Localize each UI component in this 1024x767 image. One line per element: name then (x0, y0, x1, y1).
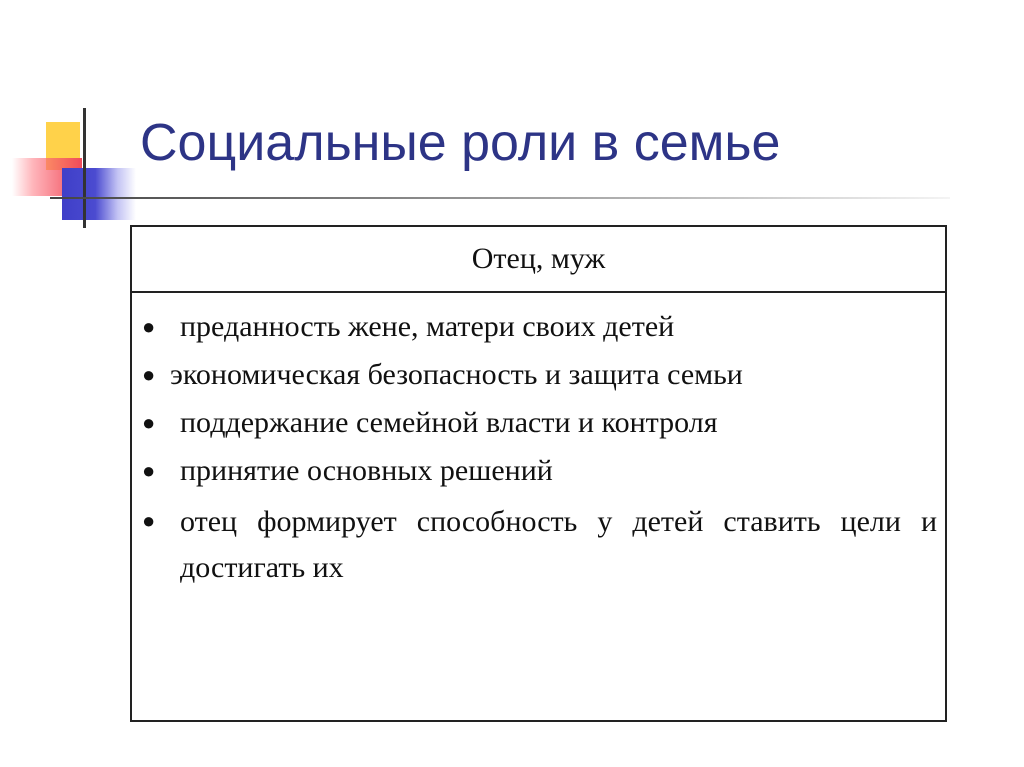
roles-table (130, 225, 947, 722)
decor-horizontal-line (50, 197, 950, 199)
list-item-text: экономическая безопасность и защита семьи (170, 358, 743, 391)
list-item-text: поддержание семейной власти и контроля (180, 406, 718, 439)
list-item (132, 499, 945, 591)
list-item-text: преданность жене, матери своих детей (180, 310, 675, 343)
slide-title: Социальные роли в семье (140, 114, 781, 172)
list-item (132, 355, 945, 403)
list-item-text: отец формирует способность у детей ставить цели и достигать их (180, 505, 937, 584)
decor-vertical-line (83, 108, 86, 228)
decor-blue-bar (62, 168, 136, 220)
bullet-icon: ● (142, 410, 156, 435)
bullet-icon: ● (142, 362, 156, 387)
bullet-icon: ● (142, 458, 156, 483)
bullet-icon: ● (142, 508, 156, 533)
bullet-icon: ● (142, 314, 156, 339)
list-item-text: принятие основных решений (180, 454, 553, 487)
list-item (132, 403, 945, 451)
table-header: Отец, муж (132, 227, 945, 293)
list-item (132, 451, 945, 499)
roles-list (132, 307, 945, 591)
list-item (132, 307, 945, 355)
